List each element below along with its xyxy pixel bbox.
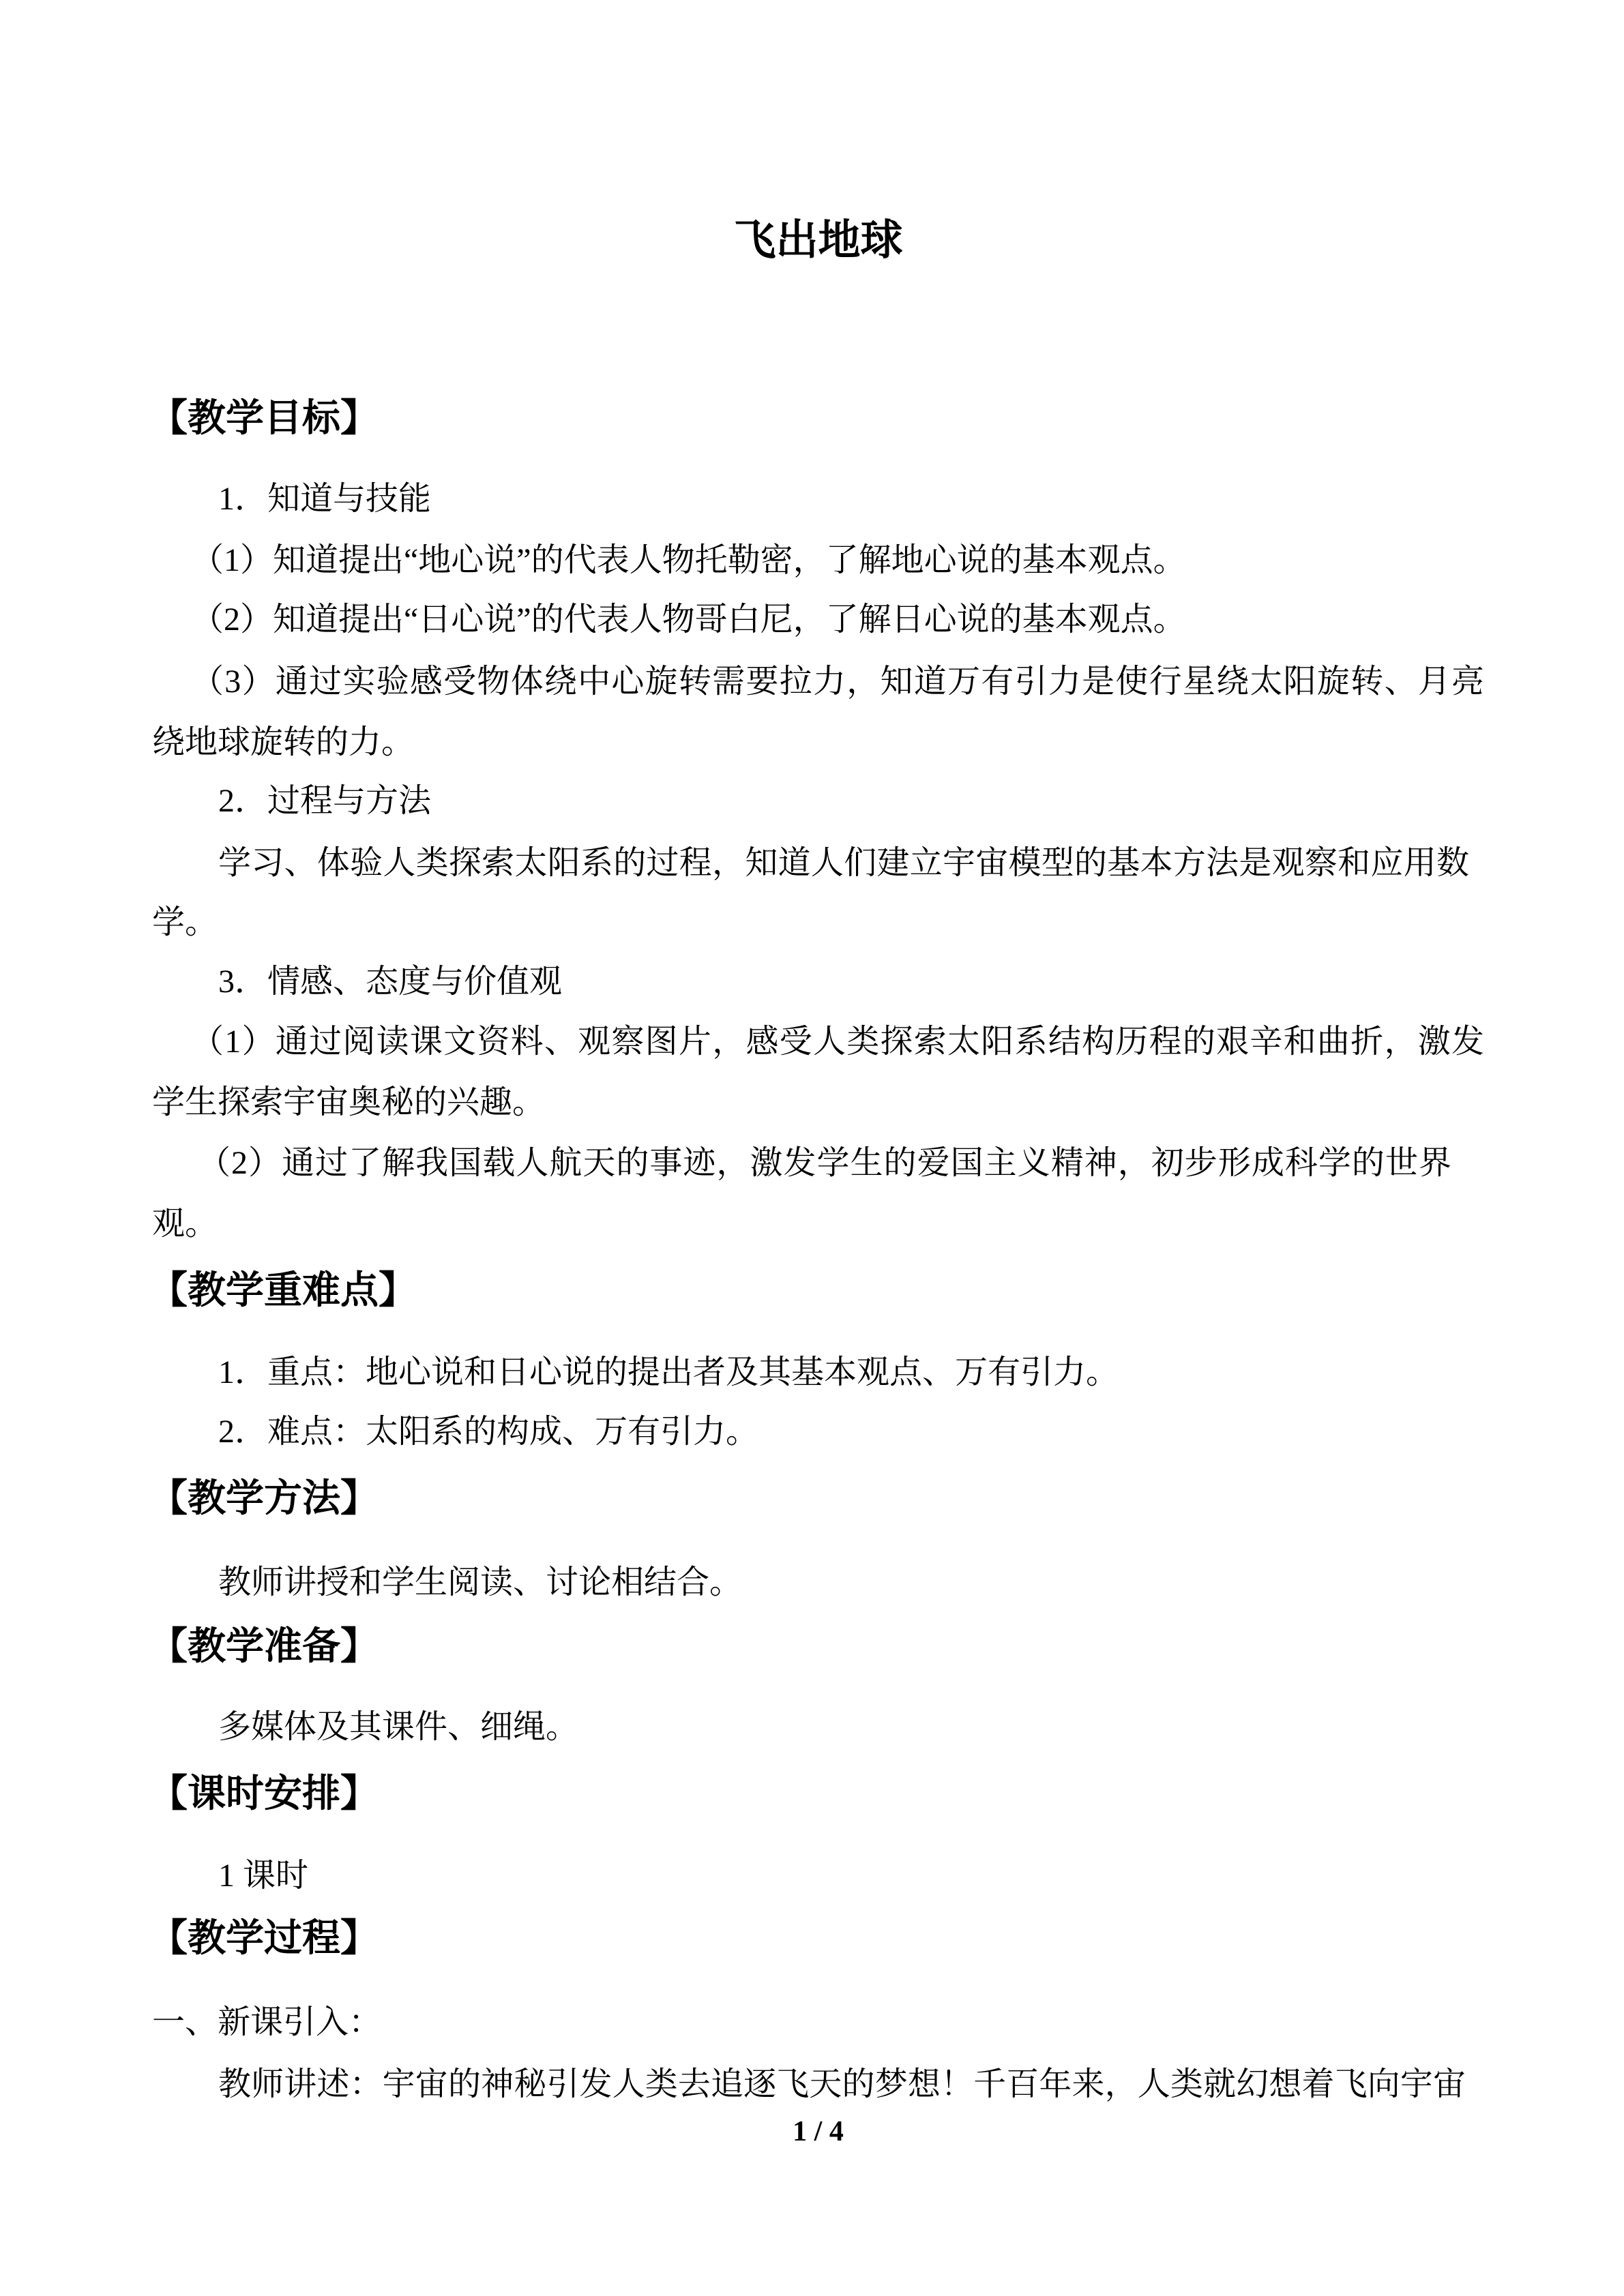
- list-item-line: （1）知道提出“地心说”的代表人物托勒密，了解地心说的基本观点。: [191, 542, 1186, 578]
- subsection-label-process-methods: 2．过程与方法: [218, 783, 432, 819]
- list-item-continuation-line: 学生探索宇宙奥秘的兴趣。: [152, 1084, 546, 1120]
- document-title: 飞出地球: [733, 217, 903, 264]
- section-heading-objectives: 【教学目标】: [149, 396, 379, 439]
- section-heading-process: 【教学过程】: [149, 1916, 379, 1959]
- section-heading-schedule: 【课时安排】: [149, 1772, 379, 1815]
- subsection-label-knowledge-skills: 1．知道与技能: [218, 481, 432, 517]
- list-item-line: （2）通过了解我国载人航天的事迹，激发学生的爱国主义精神，初步形成科学的世界: [198, 1145, 1451, 1181]
- section-heading-methods: 【教学方法】: [149, 1476, 379, 1519]
- paragraph-line: 学习、体验人类探索太阳系的过程，知道人们建立宇宙模型的基本方法是观察和应用数: [218, 845, 1469, 881]
- difficult-point-item: 2．难点：太阳系的构成、万有引力。: [218, 1414, 759, 1450]
- section-heading-preparation: 【教学准备】: [149, 1624, 379, 1667]
- subsection-label-attitudes-values: 3．情感、态度与价值观: [218, 964, 563, 1000]
- methods-text: 教师讲授和学生阅读、讨论相结合。: [218, 1564, 743, 1600]
- section-heading-key-points: 【教学重难点】: [149, 1268, 417, 1311]
- page-number: 1 / 4: [793, 2116, 844, 2147]
- list-item-line: （2）知道提出“日心说”的代表人物哥白尼，了解日心说的基本观点。: [191, 601, 1186, 638]
- preparation-text: 多媒体及其课件、细绳。: [218, 1709, 579, 1745]
- paragraph-line: 教师讲述：宇宙的神秘引发人类去追逐飞天的梦想！千百年来，人类就幻想着飞向宇宙: [218, 2066, 1466, 2102]
- list-item-line: （1）通过阅读课文资料、观察图片，感受人类探索太阳系结构历程的艰辛和曲折，激发: [191, 1024, 1484, 1060]
- key-point-item: 1．重点：地心说和日心说的提出者及其基本观点、万有引力。: [218, 1354, 1119, 1390]
- list-item-line: （3）通过实验感受物体绕中心旋转需要拉力，知道万有引力是使行星绕太阳旋转、月亮: [191, 664, 1484, 700]
- paragraph-continuation-line: 学。: [152, 904, 218, 940]
- schedule-text: 1 课时: [218, 1858, 309, 1894]
- list-item-continuation-line: 观。: [152, 1206, 218, 1242]
- process-step-label: 一、新课引入：: [152, 2004, 382, 2040]
- list-item-continuation-line: 绕地球旋转的力。: [152, 724, 415, 760]
